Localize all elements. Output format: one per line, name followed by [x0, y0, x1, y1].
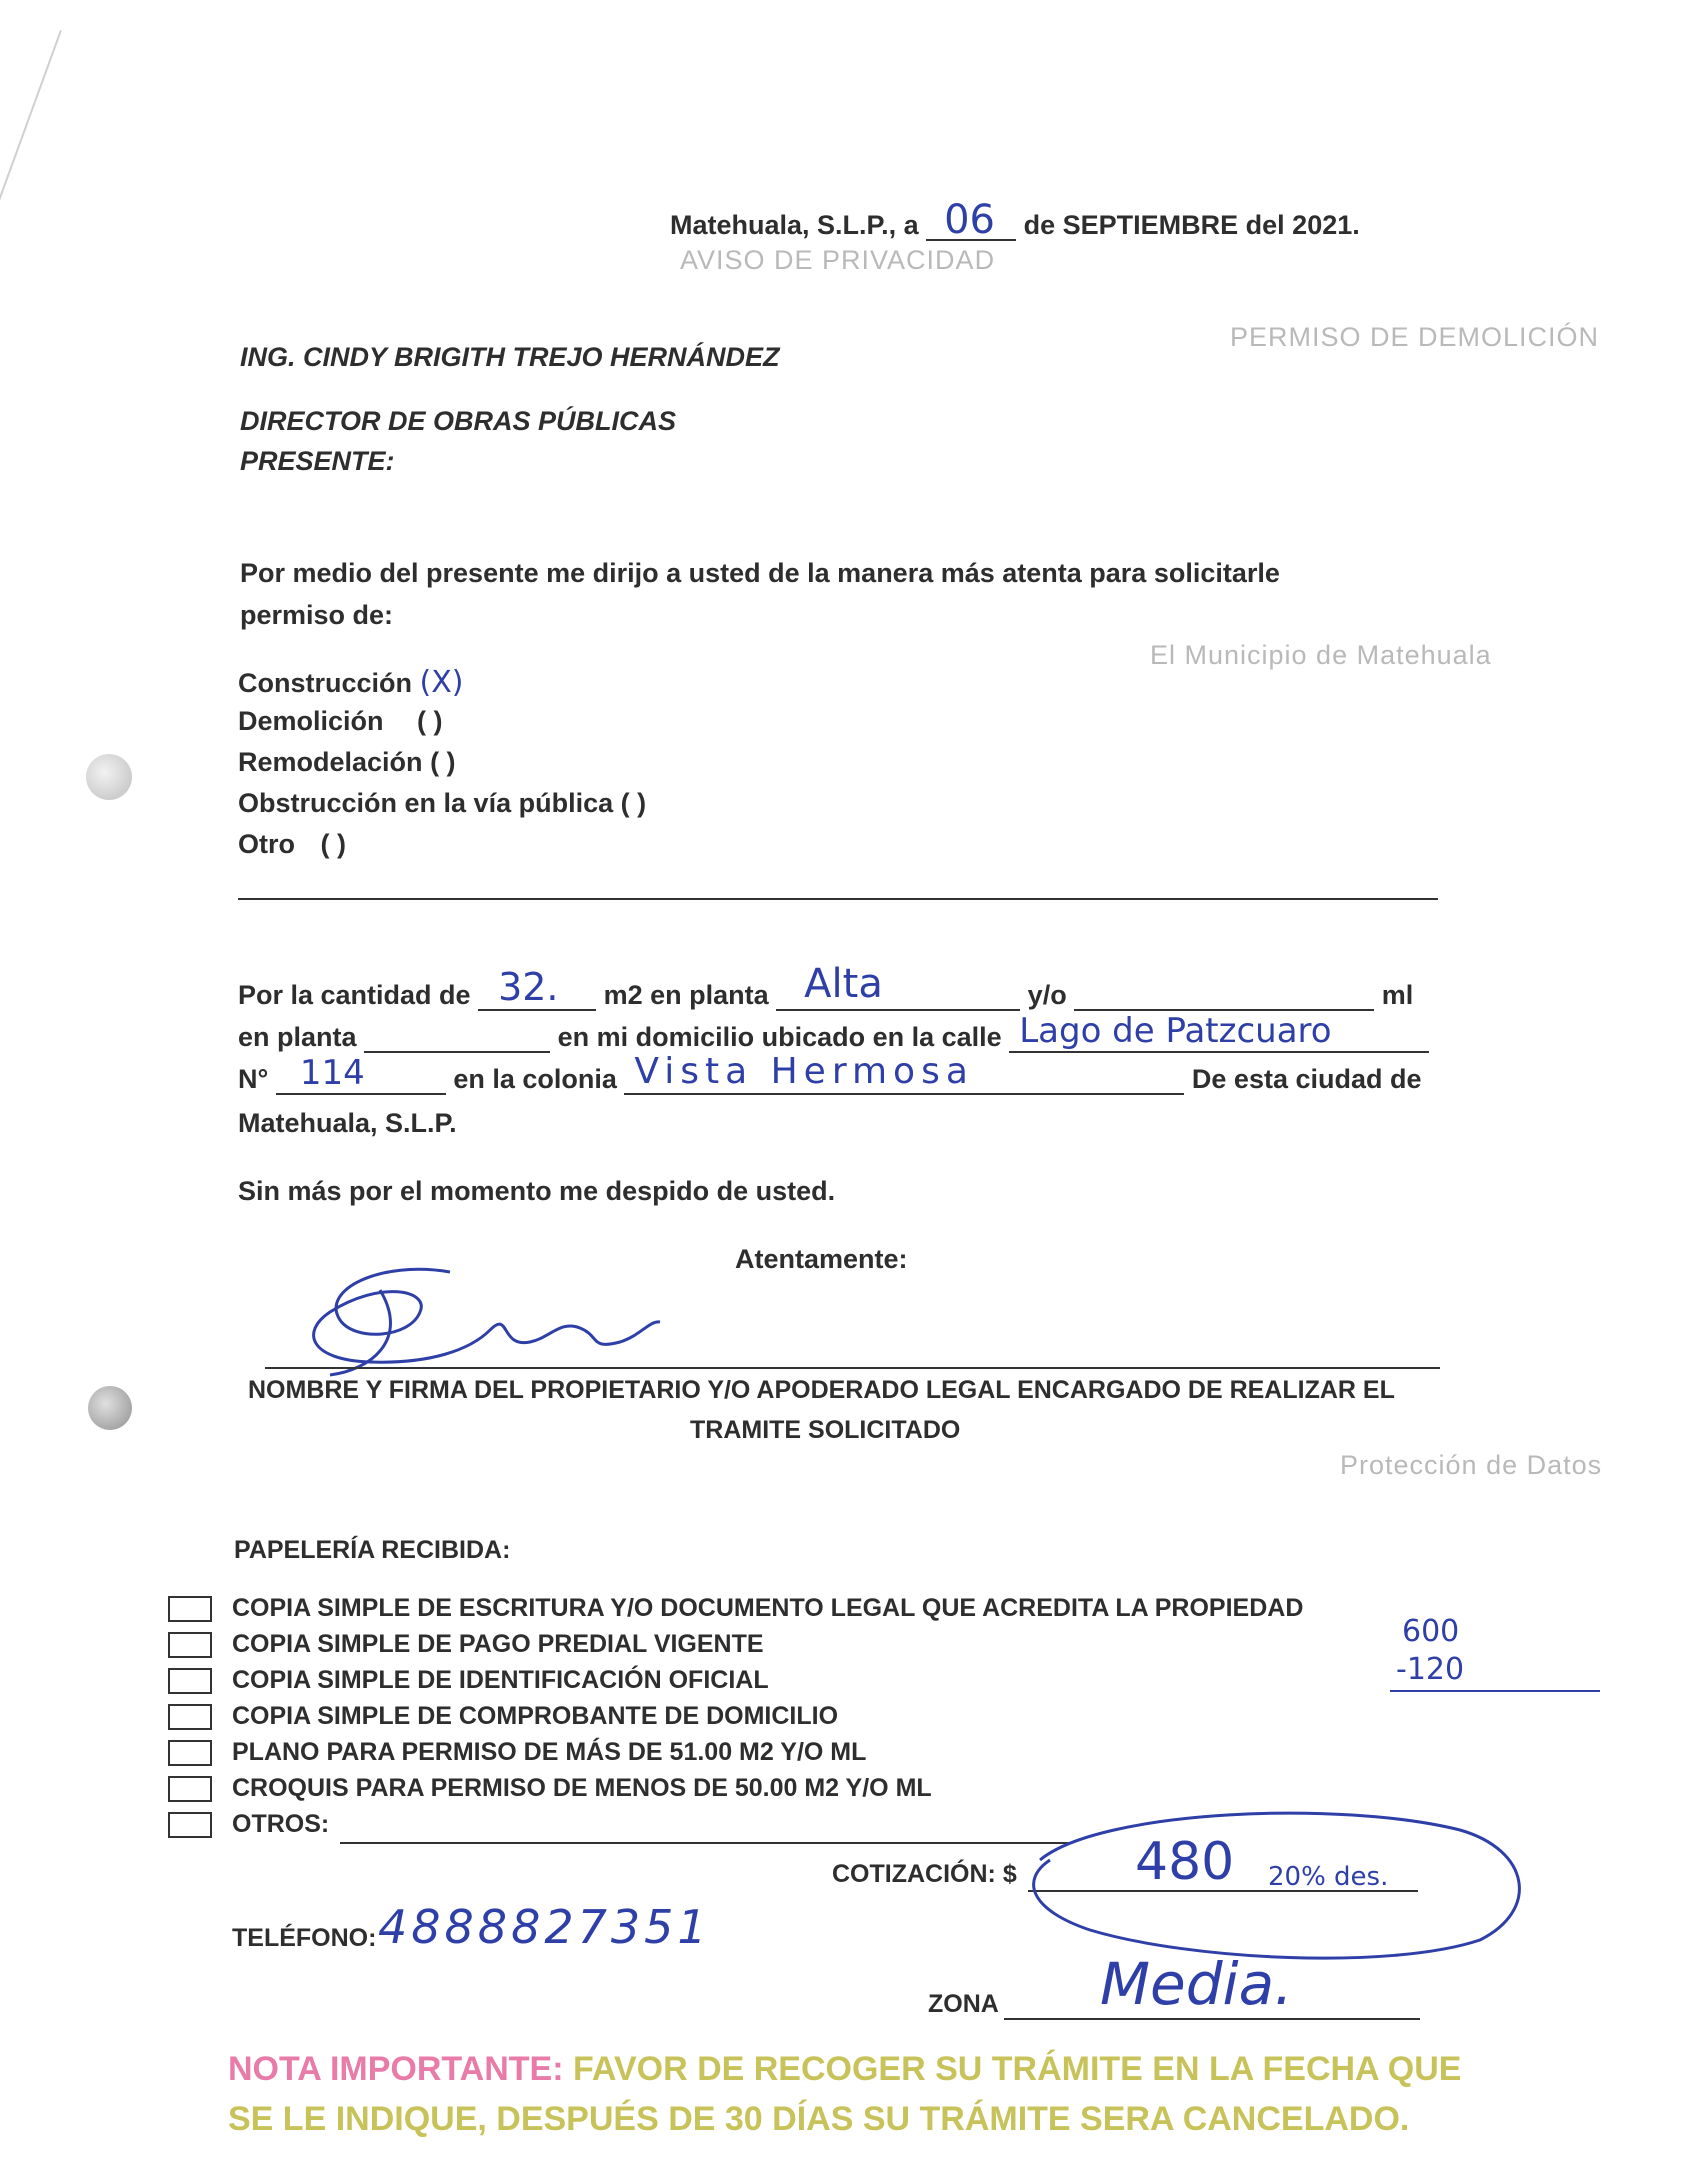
ml-field[interactable]: [1074, 983, 1374, 1011]
quantity-line: [238, 961, 1414, 1011]
street-value: Lago de Patzcuaro: [1019, 1011, 1332, 1051]
nota-label: NOTA IMPORTANTE:: [228, 2050, 564, 2088]
zona-label: ZONA: [928, 1990, 999, 2018]
recipient-greeting: PRESENTE:: [240, 446, 395, 476]
nota-line-1: [228, 2050, 1461, 2089]
number-field[interactable]: [276, 1053, 446, 1095]
ml-label: ml: [1381, 980, 1414, 1010]
permit-option-remodelacion[interactable]: [238, 747, 456, 778]
binder-hole-bottom: [88, 1386, 132, 1430]
telefono-value[interactable]: 4888827351: [378, 1900, 711, 1954]
permit-option-construccion[interactable]: [238, 665, 464, 700]
date-day-field: [926, 197, 1016, 243]
yo-label: y/o: [1027, 980, 1067, 1010]
permit-option-otro[interactable]: [238, 829, 346, 860]
street-field[interactable]: [1009, 1011, 1429, 1053]
signature-label-line-2: TRAMITE SOLICITADO: [690, 1416, 961, 1444]
nota-text-2: SE LE INDIQUE, DESPUÉS DE 30 DÍAS SU TRÁMITE SERA CANCELADO.: [228, 2100, 1410, 2138]
city-suffix: De esta ciudad de: [1191, 1064, 1422, 1094]
papers-title: PAPELERÍA RECIBIDA:: [234, 1536, 511, 1564]
permit-label: Obstrucción en la vía pública: [238, 788, 614, 818]
recipient-name: ING. CINDY BRIGITH TREJO HERNÁNDEZ: [240, 342, 780, 372]
date-prefix: Matehuala, S.L.P., a: [670, 210, 919, 240]
quantity-value: 32.: [498, 965, 559, 1009]
document-page: AVISO DE PRIVACIDAD PERMISO DE DEMOLICIÓN El Municipio de Matehuala Protección de Datos Matehuala, S.L.P., a 06 de SEPTIEMBRE del 2021. ING. CINDY BRIGITH TREJO HERNÁNDEZ DIRECTOR DE OBRAS PÚBLICAS PRESENTE: Por medio del presente me dirijo a usted de la manera más atenta para solicitarle permiso de: Construcción (X) Demolición ( ) Remodelación ( ) Obstrucción en la vía pública ( ) Otro ( ) Por la cantidad de 32. m2 en planta Alta y/o ml en planta en mi domicilio ubicado en la calle Lago de Patzcuaro N° 114 en la colonia Vista Hermosa De esta ciudad de Matehuala, S.L.P. Sin más por el momento me despido de usted. Atentamente: NOMBRE Y FIRMA DEL PROPIETARIO Y/O APODERADO LEGAL ENCARGADO DE REALIZAR EL TRAMITE SOLICITADO PAPELERÍA RECIBIDA: COPIA SIMPLE DE ESCRITURA Y/O DOCUMENTO LEGAL QUE ACREDITA LA PROPIEDAD COPIA SIMPLE DE PAGO PREDIAL VIGENTE COPIA SIMPLE DE IDENTIFICACIÓN OFICIAL COPIA SIMPLE DE COMPROBANTE DE DOMICILIO PLANO PARA PERMISO DE MÁS DE 51.00 M2 Y/O ML CROQUIS PARA PERMISO DE MENOS DE 50.00 M2 Y/O ML OTROS: 600 -120 COTIZACIÓN: $ 480 20% des. TELÉFONO: 4888827351 ZONA Media. NOTA IMPORTANTE: FAVOR DE RECOGER SU TRÁMITE EN LA FECHA QUE SE LE INDIQUE, DESPUÉS DE 30 DÍAS SU TRÁMITE SERA CANCELADO.: [0, 0, 1700, 2180]
date-day-value: 06: [944, 197, 996, 243]
address-street-line: [238, 1011, 1429, 1053]
permit-option-demolicion[interactable]: [238, 706, 443, 737]
atentamente-text: Atentamente:: [735, 1244, 908, 1274]
intro-line-1: Por medio del presente me dirijo a usted de la manera más atenta para solicitarle: [240, 558, 1280, 588]
address-city: Matehuala, S.L.P.: [238, 1108, 457, 1138]
permit-label: Remodelación: [238, 747, 423, 777]
paper-item: COPIA SIMPLE DE COMPROBANTE DE DOMICILIO: [232, 1702, 839, 1730]
cotizacion-circle: [1010, 1790, 1540, 1970]
paper-checkbox[interactable]: [168, 1740, 212, 1766]
paper-item: PLANO PARA PERMISO DE MÁS DE 51.00 M2 Y/O ML: [232, 1738, 867, 1766]
permit-mark: ( ): [320, 829, 346, 859]
cotizacion-note: 20% des.: [1268, 1862, 1389, 1892]
permit-option-obstruccion[interactable]: [238, 788, 646, 819]
signature: [260, 1250, 680, 1380]
colonia-value: Vista Hermosa: [634, 1051, 974, 1092]
signature-label-line-1: NOMBRE Y FIRMA DEL PROPIETARIO Y/O APODERADO LEGAL ENCARGADO DE REALIZAR EL: [248, 1376, 1395, 1404]
paper-checkbox[interactable]: [168, 1704, 212, 1730]
paper-checkbox[interactable]: [168, 1776, 212, 1802]
signature-line[interactable]: [265, 1367, 1440, 1369]
paper-item: CROQUIS PARA PERMISO DE MENOS DE 50.00 M2 Y/O ML: [232, 1774, 932, 1802]
paper-checkbox[interactable]: [168, 1812, 212, 1838]
paper-checkbox[interactable]: [168, 1596, 212, 1622]
address-number-line: [238, 1051, 1422, 1095]
paper-item: COPIA SIMPLE DE PAGO PREDIAL VIGENTE: [232, 1630, 764, 1658]
nota-text-1: FAVOR DE RECOGER SU TRÁMITE EN LA FECHA QUE: [573, 2050, 1462, 2088]
otros-field[interactable]: [340, 1842, 1070, 1844]
paper-checkbox[interactable]: [168, 1632, 212, 1658]
quantity-field[interactable]: [478, 965, 596, 1011]
m2-label: m2 en planta: [603, 980, 769, 1010]
paper-checkbox[interactable]: [168, 1668, 212, 1694]
margin-note-underline: [1390, 1690, 1600, 1692]
quantity-prefix: Por la cantidad de: [238, 980, 471, 1010]
permit-label: Otro: [238, 829, 295, 859]
recipient-title: DIRECTOR DE OBRAS PÚBLICAS: [240, 406, 677, 436]
margin-note-2: -120: [1396, 1652, 1465, 1687]
number-label: N°: [238, 1064, 269, 1094]
planta-label: en planta: [238, 1022, 357, 1052]
binder-hole-top: [86, 754, 132, 800]
permit-mark: ( ): [417, 706, 443, 736]
cotizacion-value: 480: [1135, 1832, 1235, 1892]
margin-note-1: 600: [1402, 1614, 1460, 1649]
permit-mark: ( ): [620, 788, 647, 818]
paper-item: COPIA SIMPLE DE IDENTIFICACIÓN OFICIAL: [232, 1666, 769, 1694]
otro-description-line[interactable]: [238, 898, 1438, 900]
permit-label: Construcción: [238, 668, 413, 698]
date-line: [670, 197, 1360, 243]
permit-mark-checked: (X): [419, 665, 464, 700]
permit-mark: ( ): [430, 747, 456, 777]
planta-value: Alta: [804, 961, 883, 1007]
telefono-label: TELÉFONO:: [232, 1924, 377, 1952]
date-suffix: de SEPTIEMBRE del 2021.: [1023, 210, 1360, 240]
farewell-text: Sin más por el momento me despido de usted.: [238, 1176, 836, 1206]
intro-line-2: permiso de:: [240, 600, 394, 630]
colonia-label: en la colonia: [453, 1064, 617, 1094]
zona-value: Media.: [1100, 1950, 1293, 2018]
planta-field[interactable]: [776, 961, 1020, 1011]
cotizacion-label: COTIZACIÓN: $: [832, 1860, 1017, 1888]
number-value: 114: [299, 1053, 365, 1093]
street-label: en mi domicilio ubicado en la calle: [557, 1022, 1002, 1052]
paper-item: OTROS:: [232, 1810, 330, 1838]
permit-label: Demolición: [238, 706, 384, 736]
paper-item: COPIA SIMPLE DE ESCRITURA Y/O DOCUMENTO LEGAL QUE ACREDITA LA PROPIEDAD: [232, 1594, 1304, 1622]
zona-field[interactable]: [1004, 2018, 1420, 2020]
scan-edge-line: [0, 30, 62, 407]
colonia-field[interactable]: [624, 1051, 1184, 1095]
planta-extra-field[interactable]: [364, 1025, 550, 1053]
